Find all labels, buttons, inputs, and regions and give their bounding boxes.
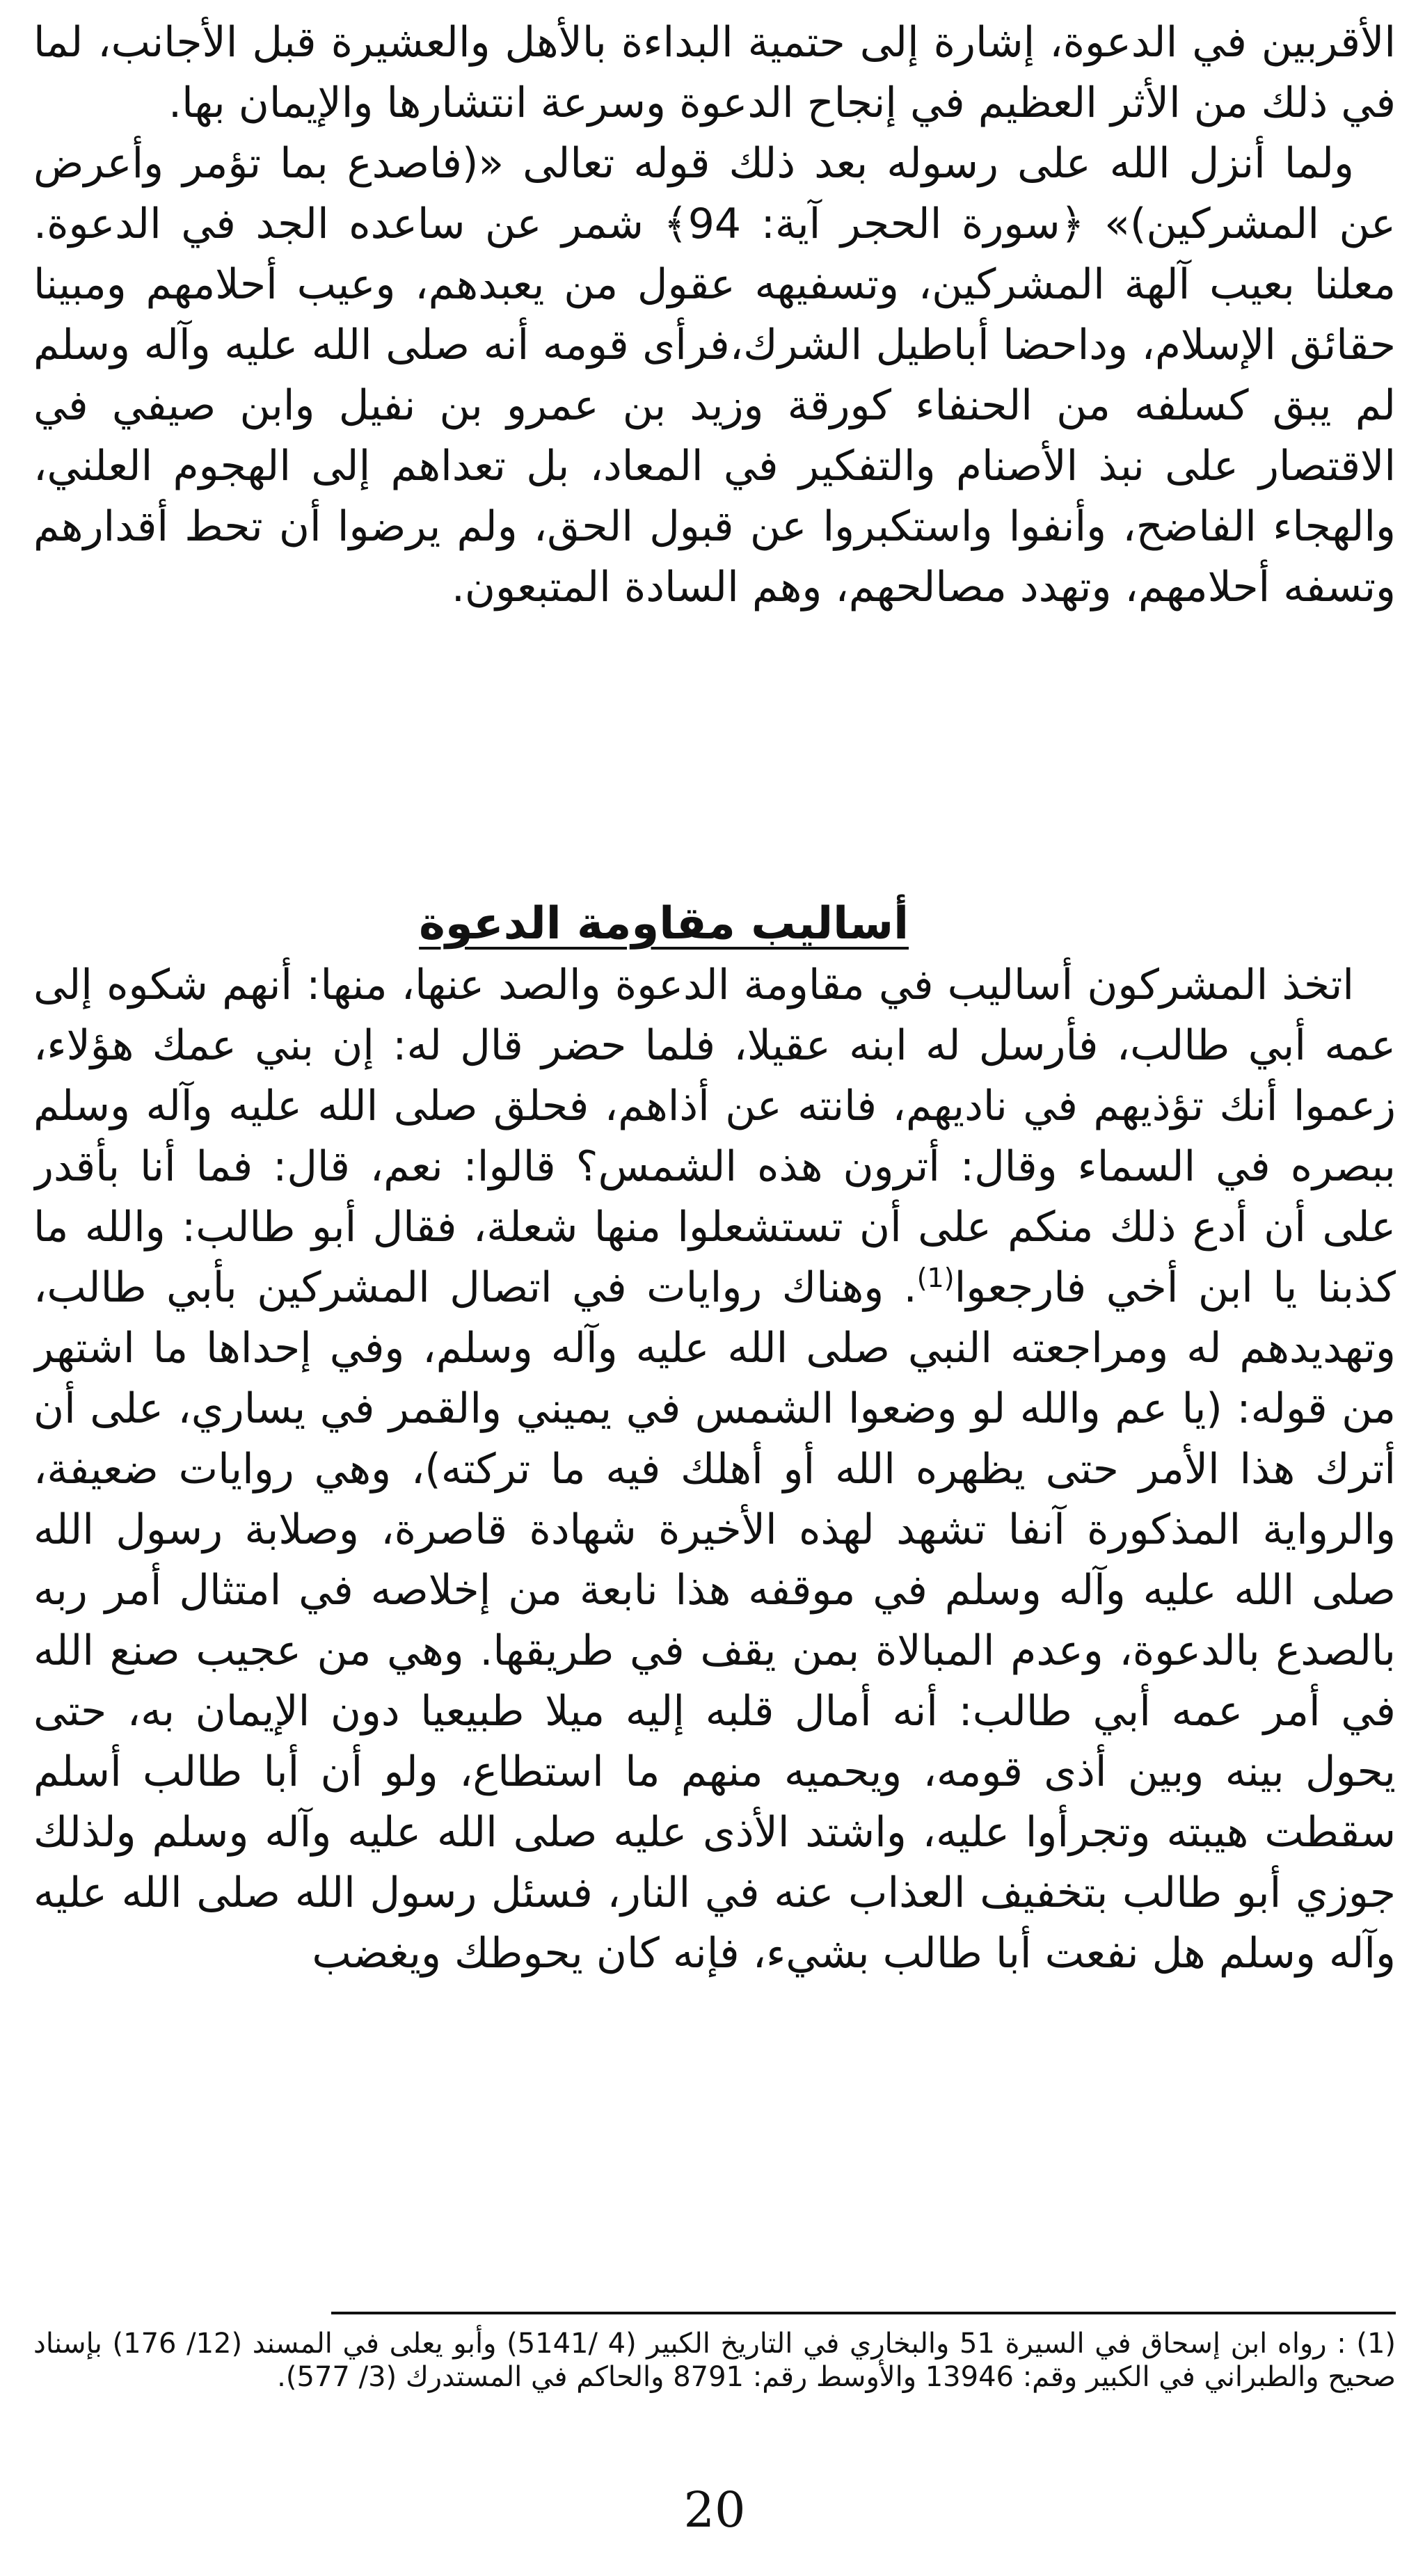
paragraph-text: . وهناك روايات في اتصال المشركين بأبي طالب، وتهديدهم له ومراجعته النبي صلى الله عليه وآله وسلم، وفي إحداها ما اشتهر من قوله: (يا عم والله لو وضعوا الشمس في يميني والقمر في يساري، على أن أترك هذا الأمر حتى يظهره الله أو أهلك فيه ما تركته)، وهي روايات ضعيفة، والرواية المذكورة آنفا تشهد لهذه الأخيرة شهادة قاصرة، وصلابة رسول الله صلى الله عليه وآله وسلم في موقفه هذا نابعة من إخلاصه في امتثال أمر ربه بالصدع بالدعوة، وعدم المبالاة بمن يقف في طريقها. وهي من عجيب صنع الله في أمر عمه أبي طالب: أنه أمال قلبه إليه ميلا طبيعيا دون الإيمان به، حتى يحول بينه وبين أذى قومه، ويحميه منهم ما استطاع، ولو أن أبا طالب أسلم سقطت هيبته وتجرأوا عليه، واشتد الأذى عليه صلى الله عليه وآله وسلم ولذلك جوزي أبو طالب بتخفيف العذاب عنه في النار، فسئل رسول الله صلى الله عليه وآله وسلم هل نفعت أبا طالب بشيء، فإنه كان يحوطك ويغضب: [33, 1263, 1396, 1978]
paragraph: [33, 955, 1396, 1984]
footnote-divider: [331, 2312, 1396, 2314]
opening-section: [33, 13, 1396, 830]
resistance-section: [33, 955, 1396, 2298]
paragraph-text: اتخذ المشركون أساليب في مقاومة الدعوة والصد عنها، منها: أنهم شكوه إلى عمه أبي طالب، فأرسل له ابنه عقيلا، فلما حضر قال له: إن بني عمك هؤلاء، زعموا أنك تؤذيهم في ناديهم، فانته عن أذاهم، فحلق صلى الله عليه وآله وسلم ببصره في السماء وقال: أترون هذه الشمس؟ قالوا: نعم، قال: فما أنا بأقدر على أن أدع ذلك منكم على أن تستشعلوا منها شعلة، فقال أبو طالب: والله ما كذبنا يا ابن أخي فارجعوا: [33, 961, 1396, 1312]
page-number: 20: [683, 2481, 746, 2538]
paragraph: الأقربين في الدعوة، إشارة إلى حتمية البداءة بالأهل والعشيرة قبل الأجانب، لما في ذلك من الأثر العظيم في إنجاح الدعوة وسرعة انتشارها والإيمان بها.: [33, 18, 1396, 127]
section-heading: أساليب مقاومة الدعوة: [419, 898, 909, 950]
book-page: [33, 13, 1396, 2566]
footnote: (1) : رواه ابن إسحاق في السيرة 51 والبخاري في التاريخ الكبير (4 /5141) وأبو يعلى في المسند (12/ 176) بإسناد صحيح والطبراني في الكبير وقم: 13946 والأوسط رقم: 8791 والحاكم في المستدرك (3/ 577).: [33, 2328, 1396, 2393]
paragraph: ولما أنزل الله على رسوله بعد ذلك قوله تعالى «(فاصدع بما تؤمر وأعرض عن المشركين)» ﴿سورة الحجر آية: 94﴾ شمر عن ساعده الجد في الدعوة. معلنا بعيب آلهة المشركين، وتسفيهه عقول من يعبدهم، وعيب أحلامهم ومبينا حقائق الإسلام، وداحضا أباطيل الشرك،فرأى قومه أنه صلى الله عليه وآله وسلم لم يبق كسلفه من الحنفاء كورقة وزيد بن عمرو بن نفيل وابن صيفي في الاقتصار على نبذ الأصنام والتفكير في المعاد، بل تعداهم إلى الهجوم العلني، والهجاء الفاضح، وأنفوا واستكبروا عن قبول الحق، ولم يرضوا أن تحط أقدارهم وتسفه أحلامهم، وتهدد مصالحهم، وهم السادة المتبعون.: [33, 139, 1396, 611]
footnote-marker: (1): [916, 1263, 955, 1293]
